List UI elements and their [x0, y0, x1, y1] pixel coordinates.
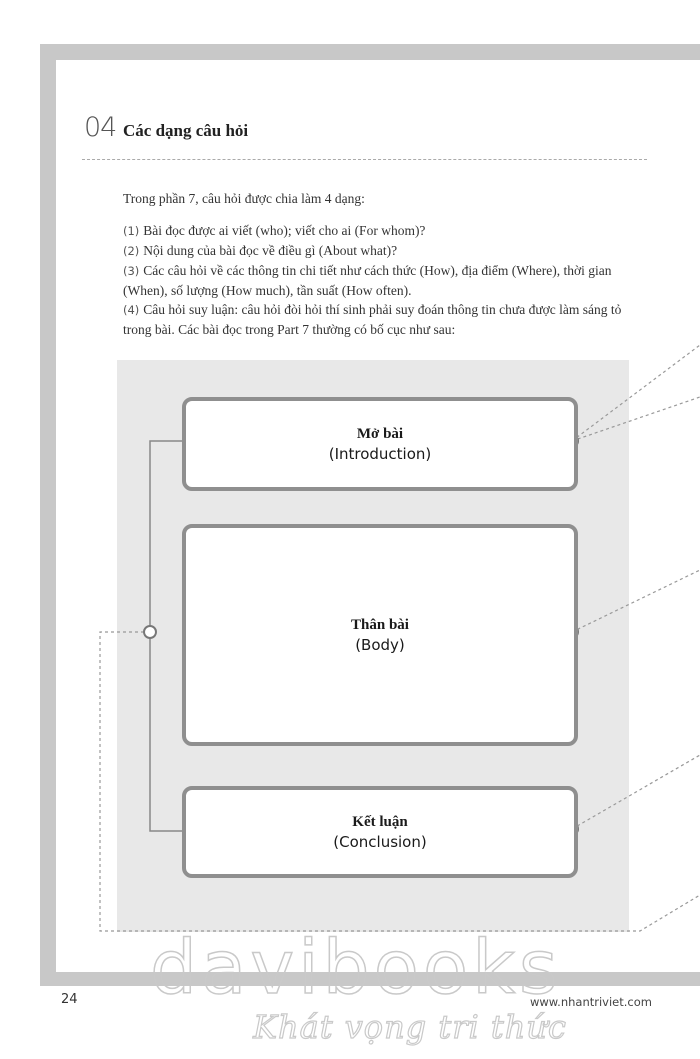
body-label-en: (Body): [355, 635, 405, 654]
item-text: Bài đọc được ai viết (who); viết cho ai (For whom)?: [143, 223, 426, 238]
section-title: Các dạng câu hỏi: [123, 121, 249, 140]
page-number: 24: [61, 992, 78, 1007]
item-number: (2): [123, 244, 140, 258]
item-text: Nội dung của bài đọc về điều gì (About what)?: [143, 243, 398, 258]
introduction-label-vn: Mở bài: [356, 425, 404, 442]
website-link[interactable]: www.nhantriviet.com: [530, 995, 652, 1009]
item-number: (1): [123, 224, 140, 238]
item-text: Câu hỏi suy luận: câu hỏi đòi hỏi thí sinh phải suy đoán thông tin chưa được làm sáng tỏ: [143, 302, 622, 317]
conclusion-box: [182, 786, 578, 878]
intro-dashed-lead: [572, 345, 700, 441]
item-text-continued: (When), số lượng (How much), tần suất (How often).: [123, 283, 412, 298]
watermark-slogan: Khát vọng tri thức: [253, 1008, 567, 1046]
watermark-brand: davibooks: [150, 925, 562, 1011]
conclusion-dashed-lead: [572, 755, 700, 829]
conclusion-label-vn: Kết luận: [352, 813, 408, 830]
bracket-marker: [144, 626, 156, 638]
introduction-box: [182, 397, 578, 491]
item-text-continued: trong bài. Các bài đọc trong Part 7 thường có bố cục như sau:: [123, 322, 456, 337]
intro-text: Trong phần 7, câu hỏi được chia làm 4 dạng:: [123, 191, 365, 206]
body-label-vn: Thân bài: [351, 616, 409, 633]
conclusion-label-en: (Conclusion): [333, 832, 427, 851]
introduction-label-en: (Introduction): [328, 444, 432, 463]
intro-dashed-lead-2: [572, 397, 700, 441]
item-number: (4): [123, 303, 140, 317]
body-dashed-lead: [572, 570, 700, 632]
item-text: Các câu hỏi về các thông tin chi tiết như cách thức (How), địa điểm (Where), thời gian: [143, 263, 612, 278]
section-number: 04: [84, 112, 117, 143]
item-number: (3): [123, 264, 140, 278]
body-box: [182, 524, 578, 746]
